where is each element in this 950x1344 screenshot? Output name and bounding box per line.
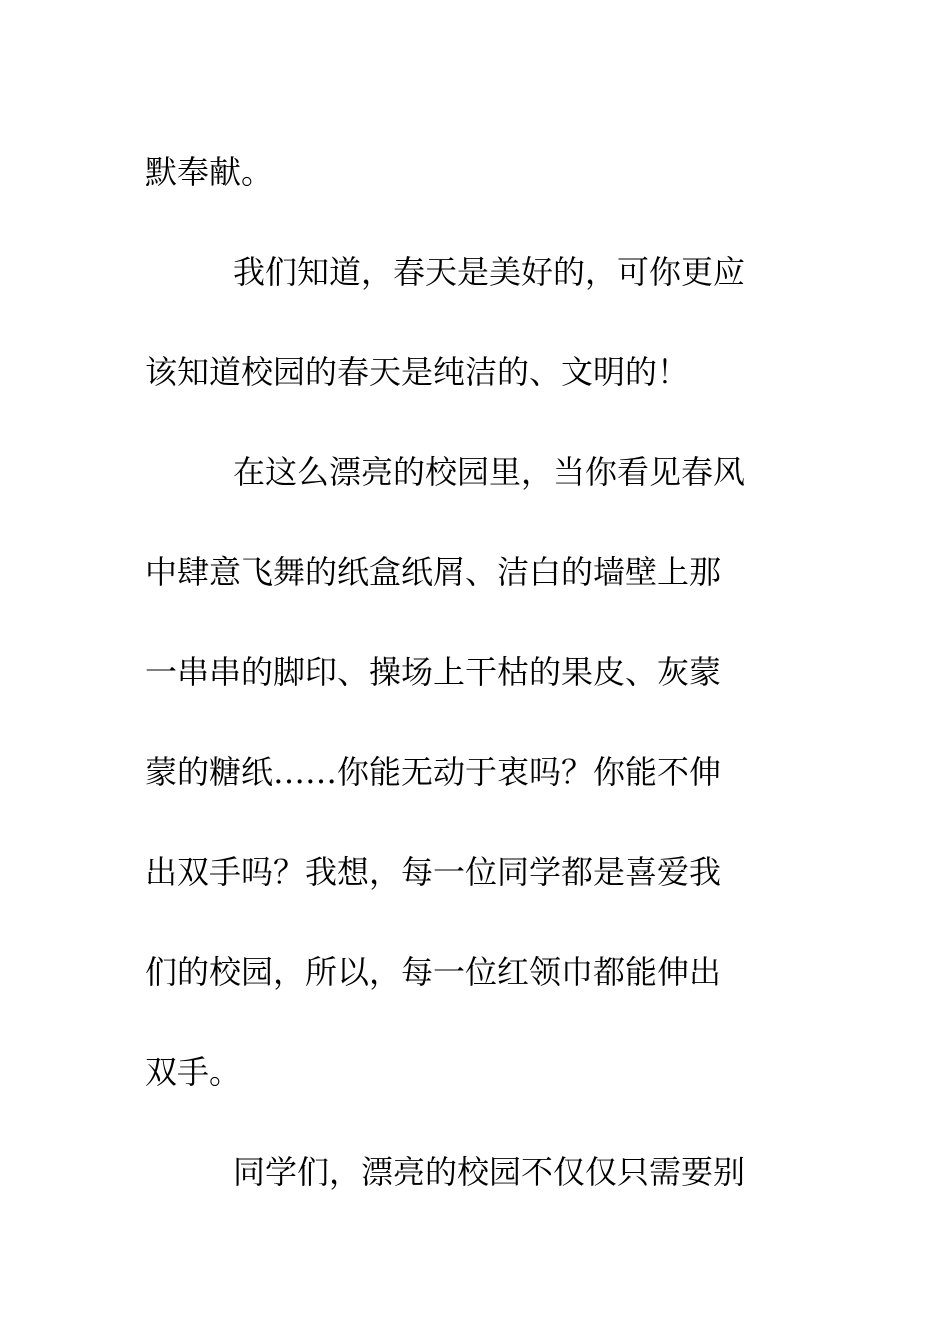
paragraph-start-line: 同学们，漂亮的校园不仅仅只需要别 xyxy=(233,1153,746,1191)
paragraph-start-line: 在这么漂亮的校园里，当你看见春风 xyxy=(233,453,746,491)
text-line: 们的校园，所以，每一位红领巾都能伸出 xyxy=(145,953,722,991)
text-line: 默奉献。 xyxy=(145,153,274,191)
text-line: 出双手吗？我想，每一位同学都是喜爱我 xyxy=(145,853,722,891)
text-line: 双手。 xyxy=(145,1053,242,1091)
text-line: 中肆意飞舞的纸盒纸屑、洁白的墙壁上那 xyxy=(145,553,722,591)
paragraph-start-line: 我们知道，春天是美好的，可你更应 xyxy=(233,253,746,291)
text-line: 该知道校园的春天是纯洁的、文明的！ xyxy=(145,353,690,391)
text-line: 一串串的脚印、操场上干枯的果皮、灰蒙 xyxy=(145,653,722,691)
text-line: 蒙的糖纸……你能无动于衷吗？你能不伸 xyxy=(145,753,722,791)
document-body xyxy=(145,122,805,1222)
